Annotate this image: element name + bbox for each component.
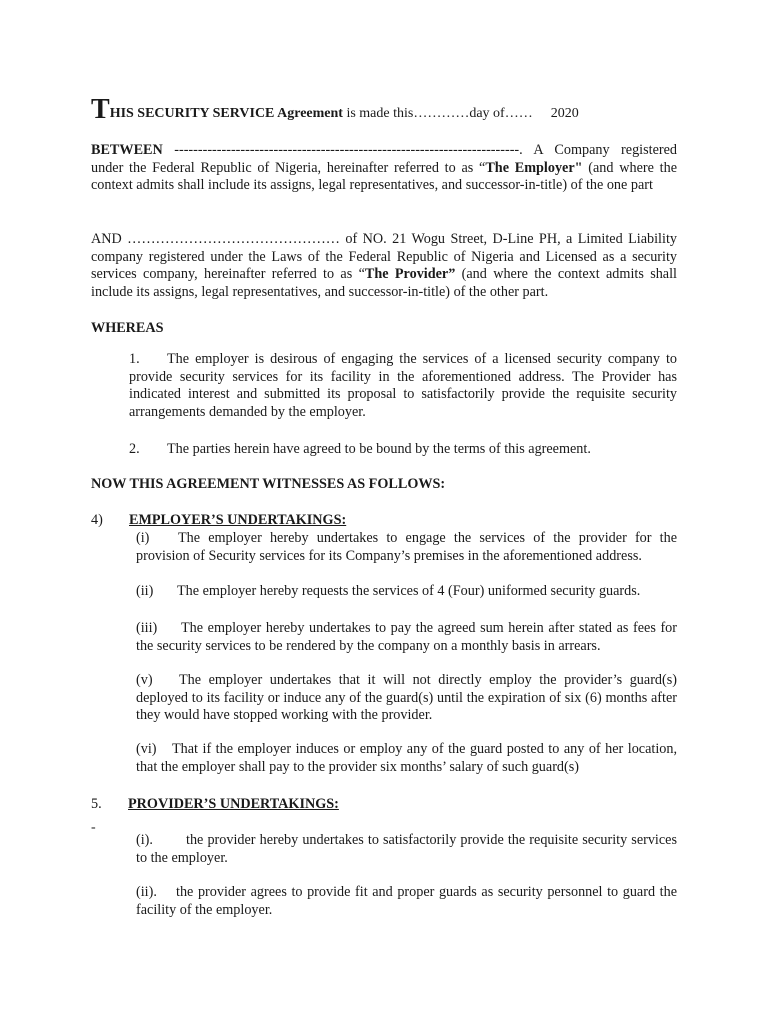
employer-item-num: (vi): [136, 741, 157, 757]
stray-dash: -: [91, 820, 96, 835]
whereas-item-num: 2.: [129, 441, 140, 457]
employer-item-iii: [136, 620, 677, 655]
employer-item-num: (ii): [136, 583, 154, 599]
between-paragraph: [91, 142, 677, 195]
employer-item-num: (v): [136, 672, 153, 688]
title-year: 2020: [550, 106, 579, 121]
and-paragraph: [91, 231, 677, 301]
employer-item-num: (iii): [136, 620, 158, 636]
employer-item-i: [136, 530, 677, 565]
employer-item-text: The employer hereby undertakes to pay the agreed sum herein after stated as fees for the security services to be rendered by the company on a monthly basis in arrears.: [136, 620, 677, 654]
whereas-item-1: [129, 351, 677, 421]
title-drop-cap: T: [91, 94, 110, 125]
whereas-item-2: [129, 441, 677, 459]
employer-item-text: That if the employer induces or employ any of the guard posted to any of her location, that the employer shall pay to the provider six months’ salary of such guard(s): [136, 741, 677, 775]
provider-item-ii: [136, 884, 677, 919]
whereas-item-text: The employer is desirous of engaging the services of a licensed security company to provide security services for its facility in the aforementioned address. The Provider has indicated interest and submitted its proposal to satisfactorily provide the requisite security arrangements demanded by the employer.: [129, 351, 677, 420]
provider-item-text: the provider hereby undertakes to satisfactorily provide the requisite security services to the employer.: [136, 832, 677, 866]
employer-item-vi: [136, 741, 677, 776]
employer-item-text: The employer hereby requests the services of 4 (Four) uniformed security guards.: [177, 583, 641, 599]
title-agreement-word: Agreement: [277, 106, 343, 121]
and-text-a: of NO. 21 Wogu Street, D-Line PH, a Limited Liability company registered under the Laws of the Federal Republic of Nigeria and Licensed as a security services company, hereinafter referred to as “: [91, 231, 677, 283]
whereas-heading: WHEREAS: [91, 320, 164, 336]
agreement-title: [91, 96, 579, 124]
provider-item-i: [136, 832, 677, 867]
title-caps: HIS SECURITY SERVICE: [109, 106, 278, 121]
provider-item-num: (i).: [136, 832, 153, 848]
and-label: AND: [91, 231, 128, 247]
provider-term: The Provider”: [364, 266, 456, 283]
witnesses-heading: NOW THIS AGREEMENT WITNESSES AS FOLLOWS:: [91, 476, 446, 492]
employer-item-num: (i): [136, 530, 150, 546]
employer-item-text: The employer hereby undertakes to engage the services of the provider for the provision of Security services for its Company’s premises in the aforementioned address.: [136, 530, 677, 564]
and-dots: ………………………………………: [127, 231, 340, 247]
between-label: BETWEEN: [91, 142, 163, 158]
title-made-this: is made this…………day of……: [342, 106, 533, 121]
employer-item-ii: [136, 583, 677, 601]
section-5-title: PROVIDER’S UNDERTAKINGS:: [128, 796, 339, 812]
between-text-a: A Company registered under the Federal Republic of Nigeria, hereinafter referred to as “: [91, 142, 677, 176]
between-dashes: -------------------------------------------------------------------------.: [162, 142, 534, 158]
employer-item-v: [136, 672, 677, 725]
provider-item-num: (ii).: [136, 884, 157, 900]
whereas-item-text: The parties herein have agreed to be bound by the terms of this agreement.: [167, 441, 591, 457]
section-5-number: 5.: [91, 796, 102, 812]
section-4-number: 4): [91, 512, 103, 528]
employer-item-text: The employer undertakes that it will not directly employ the provider’s guard(s) deployed to its facility or induce any of the guard(s) until the expiration of six (6) months after they would have stopped working with the provider.: [136, 672, 677, 724]
and-text-b: (and where the context admits shall include its assigns, legal representatives, and successor-in-title) of the other part.: [91, 266, 677, 300]
provider-item-text: the provider agrees to provide fit and proper guards as security personnel to guard the facility of the employer.: [136, 884, 677, 918]
employer-term: The Employer": [485, 159, 583, 176]
between-text-b: (and where the context admits shall include its assigns, legal representatives, and successor-in-title) of the one part: [91, 159, 677, 194]
section-4-title: EMPLOYER’S UNDERTAKINGS:: [129, 512, 347, 528]
whereas-item-num: 1.: [129, 351, 140, 367]
